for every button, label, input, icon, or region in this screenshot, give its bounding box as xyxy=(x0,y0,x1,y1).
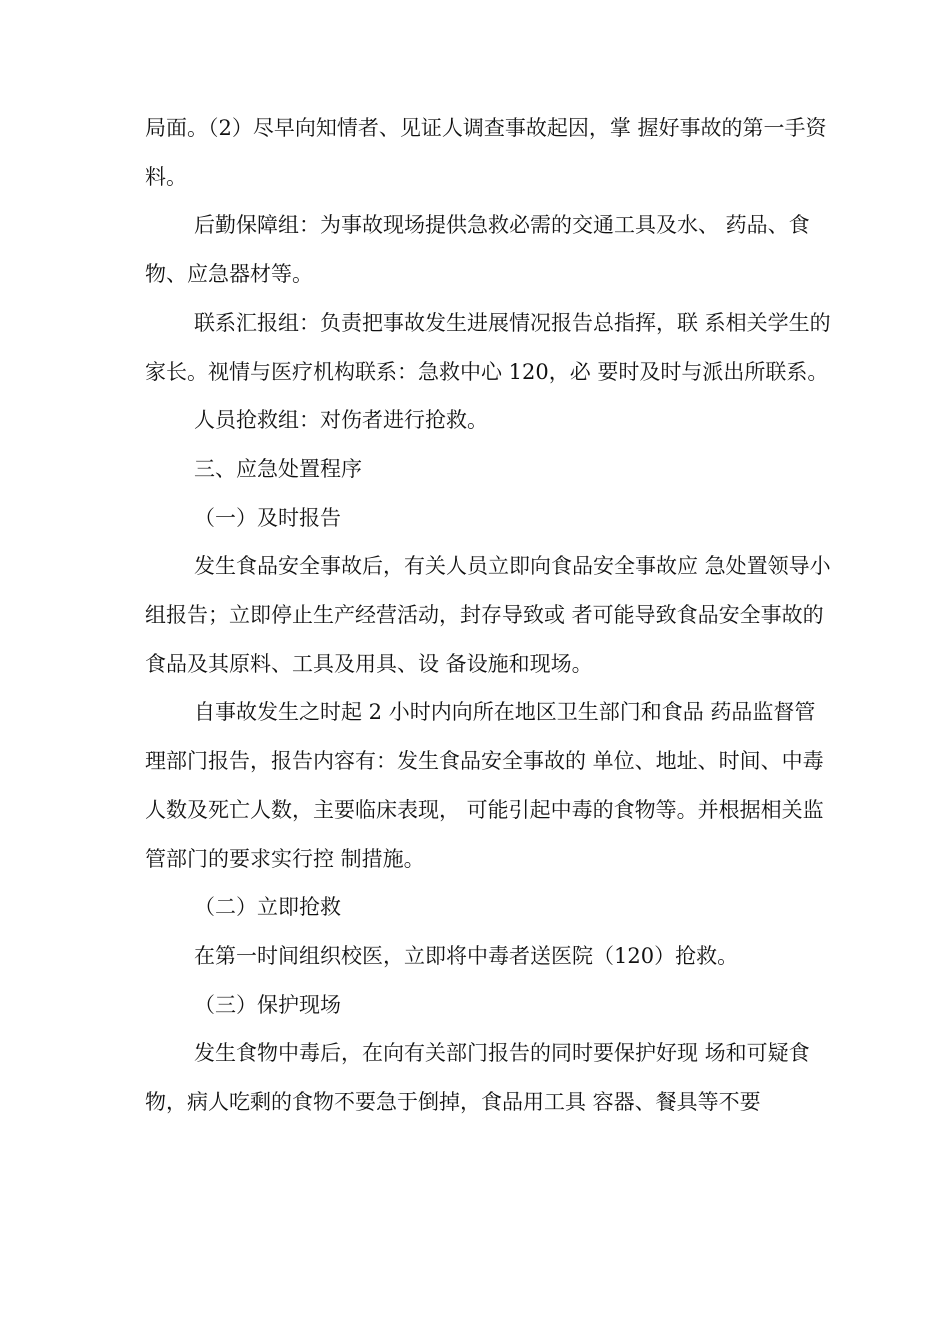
document-body xyxy=(145,104,835,1127)
subsection-heading-2: （二）立即抢救 xyxy=(194,895,341,920)
paragraph-7: 在第一时间组织校医，立即将中毒者送医院（120）抢救。 xyxy=(194,943,739,968)
paragraph-5: 发生食品安全事故后，有关人员立即向食品安全事故应 急处置领导小组报告；立即停止生产经营活动，封存导致或 者可能导致食品安全事故的食品及其原料、工具及用具、设 备设施和现场。 xyxy=(145,554,831,676)
paragraph-4: 人员抢救组：对伤者进行抢救。 xyxy=(194,408,488,433)
paragraph-8: 发生食物中毒后，在向有关部门报告的同时要保护好现 场和可疑食物，病人吃剩的食物不要急于倒掉，食品用工具 容器、餐具等不要 xyxy=(145,1041,810,1115)
paragraph-6: 自事故发生之时起 2 小时内向所在地区卫生部门和食品 药品监督管理部门报告，报告内容有：发生食品安全事故的 单位、地址、时间、中毒人数及死亡人数，主要临床表现， 可能引起中毒的食物等。并根据相关监管部门的要求实行控 制措施。 xyxy=(145,700,824,871)
subsection-heading-3: （三）保护现场 xyxy=(194,992,341,1017)
section-heading: 三、应急处置程序 xyxy=(194,456,362,481)
subsection-heading-1: （一）及时报告 xyxy=(194,505,341,530)
paragraph-3: 联系汇报组：负责把事故发生进展情况报告总指挥，联 系相关学生的家长。视情与医疗机构联系：急救中心 120，必 要时及时与派出所联系。 xyxy=(145,310,831,384)
paragraph-2: 后勤保障组：为事故现场提供急救必需的交通工具及水、 药品、食物、应急器材等。 xyxy=(145,213,810,287)
paragraph-1: 局面。（2）尽早向知情者、见证人调查事故起因，掌 握好事故的第一手资料。 xyxy=(145,116,827,189)
